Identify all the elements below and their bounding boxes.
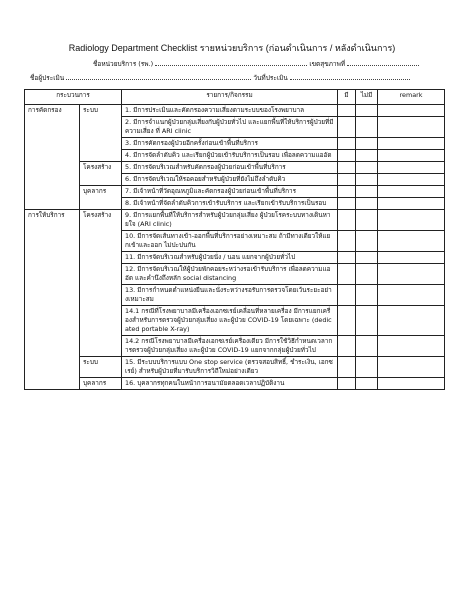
no-checkbox-cell[interactable] <box>356 264 378 285</box>
checklist-item-text: 7. มีเจ้าหน้าที่วัดอุณหภูมิและคัดกรองผู้ป่วยก่อนเข้าพื้นที่บริการ <box>122 186 338 198</box>
checklist-item-text: 11. มีการจัดบริเวณสำหรับผู้ป่วยนั่ง / นอน แยกจากผู้ป่วยทั่วไป <box>122 252 338 264</box>
remark-cell[interactable] <box>378 231 445 252</box>
remark-cell[interactable] <box>378 105 445 117</box>
no-checkbox-cell[interactable] <box>356 174 378 186</box>
table-row <box>25 306 445 336</box>
process-category-cell <box>25 252 80 264</box>
date-label: วันที่ประเมิน <box>253 74 288 82</box>
table-row <box>25 378 445 390</box>
yes-checkbox-cell[interactable] <box>338 306 356 336</box>
remark-cell[interactable] <box>378 174 445 186</box>
no-checkbox-cell[interactable] <box>356 285 378 306</box>
process-category-cell <box>25 150 80 162</box>
table-row <box>25 105 445 117</box>
process-subcategory-cell <box>80 252 122 264</box>
yes-checkbox-cell[interactable] <box>338 117 356 138</box>
zone-label: เขตสุขภาพที่ <box>309 60 346 68</box>
yes-checkbox-cell[interactable] <box>338 357 356 378</box>
table-row <box>25 357 445 378</box>
assessor-label: ชื่อผู้ประเมิน <box>30 74 65 82</box>
checklist-item-text: 15. มีระบบบริการแบบ One stop service (ตรวจสอบสิทธิ์, ชำระเงิน, เอกซเรย์) สำหรับผู้ป่วยที่มารับบริการวิถีใหม่อย่างเดียว <box>122 357 338 378</box>
yes-checkbox-cell[interactable] <box>338 138 356 150</box>
checklist-item-text: 13. มีการกำหนดตำแหน่งยืนและนั่งระหว่างรอรับการตรวจโดยเว้นระยะอย่างเหมาะสม <box>122 285 338 306</box>
process-category-cell <box>25 306 80 336</box>
yes-checkbox-cell[interactable] <box>338 150 356 162</box>
remark-cell[interactable] <box>378 378 445 390</box>
checklist-table <box>24 89 445 390</box>
table-row <box>25 336 445 357</box>
process-category-cell <box>25 198 80 210</box>
col-header-process: กระบวนการ <box>25 90 122 105</box>
checklist-item-text: 14.2 กรณีโรงพยาบาลมีเครื่องเอกซเรย์เครื่องเดียว มีการใช้วิธีกำหนดเวลาการตรวจผู้ป่วยกลุ่มเสี่ยง และผู้ป่วย COVID-19 แยกจากกลุ่มผู้ป่วยทั่วไป <box>122 336 338 357</box>
assessor-field-row <box>30 72 410 83</box>
remark-cell[interactable] <box>378 336 445 357</box>
col-header-no: ไม่มี <box>356 90 378 105</box>
yes-checkbox-cell[interactable] <box>338 105 356 117</box>
remark-cell[interactable] <box>378 210 445 231</box>
checklist-item-text: 5. มีการจัดบริเวณสำหรับคัดกรองผู้ป่วยก่อนเข้าพื้นที่บริการ <box>122 162 338 174</box>
process-subcategory-cell: ระบบ <box>80 105 122 117</box>
process-category-cell <box>25 174 80 186</box>
process-category-cell: การคัดกรอง <box>25 105 80 117</box>
process-category-cell <box>25 186 80 198</box>
zone-blank <box>347 58 419 66</box>
checklist-item-text: 2. มีการจำแนกผู้ป่วยกลุ่มเสี่ยงกับผู้ป่วยทั่วไป และแยกพื้นที่ให้บริการผู้ป่วยที่มีความเสี่ยง ที่ ARI clinic <box>122 117 338 138</box>
table-row <box>25 162 445 174</box>
col-header-items: รายการ/กิจกรรม <box>122 90 338 105</box>
unit-blank <box>155 58 307 66</box>
process-subcategory-cell <box>80 174 122 186</box>
no-checkbox-cell[interactable] <box>356 231 378 252</box>
process-category-cell <box>25 285 80 306</box>
process-category-cell <box>25 336 80 357</box>
yes-checkbox-cell[interactable] <box>338 174 356 186</box>
process-subcategory-cell <box>80 336 122 357</box>
no-checkbox-cell[interactable] <box>356 150 378 162</box>
remark-cell[interactable] <box>378 138 445 150</box>
table-header-row <box>25 90 445 105</box>
checklist-item-text: 16. บุคลากรทุกคนในหน้าการอนามัยตลอดเวลาปฏิบัติงาน <box>122 378 338 390</box>
no-checkbox-cell[interactable] <box>356 210 378 231</box>
remark-cell[interactable] <box>378 150 445 162</box>
no-checkbox-cell[interactable] <box>356 105 378 117</box>
no-checkbox-cell[interactable] <box>356 306 378 336</box>
process-subcategory-cell <box>80 117 122 138</box>
process-subcategory-cell <box>80 150 122 162</box>
process-category-cell <box>25 357 80 378</box>
remark-cell[interactable] <box>378 252 445 264</box>
process-subcategory-cell <box>80 138 122 150</box>
table-row <box>25 186 445 198</box>
checklist-item-text: 14.1 กรณีที่โรงพยาบาลมีเครื่องเอกซเรย์เคลื่อนที่หลายเครื่อง มีการแยกเครื่องสำหรับการตรวจผู้ป่วยกลุ่มเสี่ยง และผู้ป่วย COVID-19 โดยเฉพาะ (dedicated portable X-ray) <box>122 306 338 336</box>
table-row <box>25 198 445 210</box>
remark-cell[interactable] <box>378 306 445 336</box>
col-header-yes: มี <box>338 90 356 105</box>
table-row <box>25 264 445 285</box>
yes-checkbox-cell[interactable] <box>338 285 356 306</box>
checklist-item-text: 6. มีการจัดบริเวณให้รอคอยสำหรับผู้ป่วยที่ยังไม่ถึงลำดับคิว <box>122 174 338 186</box>
remark-cell[interactable] <box>378 117 445 138</box>
checklist-item-text: 1. มีการประเมินและคัดกรองความเสี่ยงตามระบบของโรงพยาบาล <box>122 105 338 117</box>
process-category-cell <box>25 264 80 285</box>
yes-checkbox-cell[interactable] <box>338 210 356 231</box>
checklist-item-text: 3. มีการคัดกรองผู้ป่วยอีกครั้งก่อนเข้าพื้นที่บริการ <box>122 138 338 150</box>
no-checkbox-cell[interactable] <box>356 378 378 390</box>
checklist-item-text: 8. มีเจ้าหน้าที่จัดลำดับคิวการเข้ารับบริการ และเรียกเข้ารับบริการเป็นรอบ <box>122 198 338 210</box>
unit-label: ชื่อหน่วยบริการ (รพ.) <box>93 60 154 68</box>
process-subcategory-cell <box>80 231 122 252</box>
no-checkbox-cell[interactable] <box>356 186 378 198</box>
no-checkbox-cell[interactable] <box>356 138 378 150</box>
table-row <box>25 210 445 231</box>
no-checkbox-cell[interactable] <box>356 336 378 357</box>
remark-cell[interactable] <box>378 198 445 210</box>
process-subcategory-cell <box>80 306 122 336</box>
yes-checkbox-cell[interactable] <box>338 336 356 357</box>
remark-cell[interactable] <box>378 264 445 285</box>
assessor-blank <box>66 72 251 80</box>
process-category-cell <box>25 231 80 252</box>
table-row <box>25 285 445 306</box>
table-row <box>25 150 445 162</box>
process-category-cell <box>25 378 80 390</box>
process-category-cell: การให้บริการ <box>25 210 80 231</box>
date-blank <box>290 72 410 80</box>
page-title: Radiology Department Checklist รายหน่วยบริการ (ก่อนดำเนินการ / หลังดำเนินการ) <box>68 43 396 53</box>
table-row <box>25 231 445 252</box>
remark-cell[interactable] <box>378 285 445 306</box>
yes-checkbox-cell[interactable] <box>338 231 356 252</box>
remark-cell[interactable] <box>378 186 445 198</box>
process-category-cell <box>25 162 80 174</box>
table-row <box>25 138 445 150</box>
yes-checkbox-cell[interactable] <box>338 264 356 285</box>
remark-cell[interactable] <box>378 357 445 378</box>
checklist-item-text: 12. มีการจัดบริเวณให้ผู้ป่วยพักคอยระหว่างรอเข้ารับบริการ เพื่อลดความแออัด และคำนึงถึงหลัก social distancing <box>122 264 338 285</box>
yes-checkbox-cell[interactable] <box>338 162 356 174</box>
process-subcategory-cell <box>80 264 122 285</box>
no-checkbox-cell[interactable] <box>356 252 378 264</box>
process-subcategory-cell: บุคลากร <box>80 378 122 390</box>
process-subcategory-cell: บุคลากร <box>80 186 122 198</box>
process-subcategory-cell: โครงสร้าง <box>80 210 122 231</box>
table-row <box>25 252 445 264</box>
no-checkbox-cell[interactable] <box>356 198 378 210</box>
checklist-item-text: 9. มีการแยกพื้นที่ให้บริการสำหรับผู้ป่วยกลุ่มเสี่ยง ผู้ป่วยโรคระบบทางเดินหายใจ (ARI clinic) <box>122 210 338 231</box>
yes-checkbox-cell[interactable] <box>338 186 356 198</box>
checklist-item-text: 10. มีการจัดเส้นทางเข้า-ออกพื้นที่บริการอย่างเหมาะสม ถ้ามีทางเดียวให้แยกเข้าและออก ไม่ปะปนกัน <box>122 231 338 252</box>
yes-checkbox-cell[interactable] <box>338 378 356 390</box>
process-subcategory-cell <box>80 285 122 306</box>
unit-field-row <box>93 58 419 69</box>
checklist-item-text: 4. มีการจัดลำดับคิว และเรียกผู้ป่วยเข้ารับบริการเป็นรอบ เพื่อลดความแออัด <box>122 150 338 162</box>
table-row <box>25 174 445 186</box>
process-subcategory-cell: ระบบ <box>80 357 122 378</box>
yes-checkbox-cell[interactable] <box>338 252 356 264</box>
no-checkbox-cell[interactable] <box>356 357 378 378</box>
yes-checkbox-cell[interactable] <box>338 198 356 210</box>
no-checkbox-cell[interactable] <box>356 117 378 138</box>
no-checkbox-cell[interactable] <box>356 162 378 174</box>
table-row <box>25 117 445 138</box>
remark-cell[interactable] <box>378 162 445 174</box>
col-header-remark: remark <box>378 90 445 105</box>
process-category-cell <box>25 138 80 150</box>
process-subcategory-cell: โครงสร้าง <box>80 162 122 174</box>
process-subcategory-cell <box>80 198 122 210</box>
process-category-cell <box>25 117 80 138</box>
